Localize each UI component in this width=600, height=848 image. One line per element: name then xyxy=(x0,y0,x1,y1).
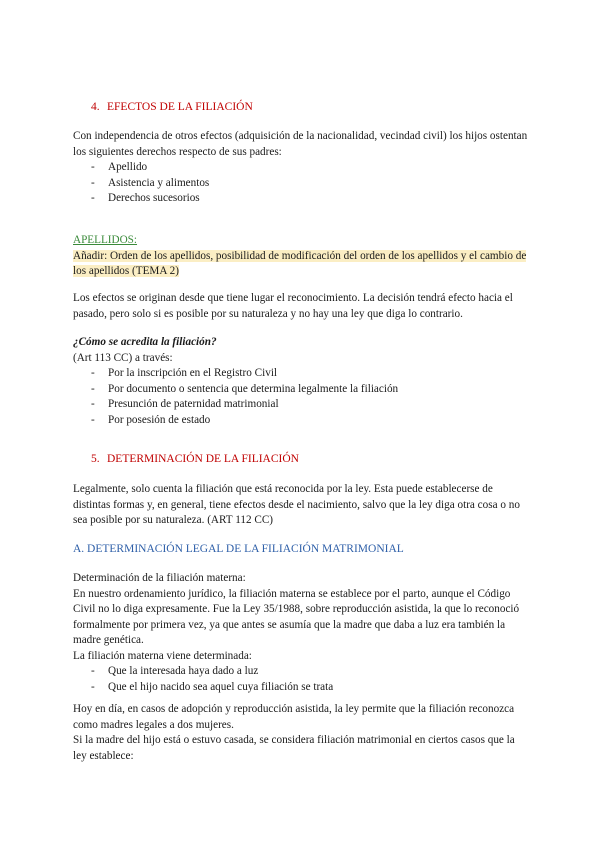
list-item: - Por posesión de estado xyxy=(73,413,531,429)
list-item: - Por documento o sentencia que determina legalmente la filiación xyxy=(73,382,531,398)
paragraph: Los efectos se originan desde que tiene lugar el reconocimiento. La decisión tendrá efecto hacia el pasado, pero solo si es posible por su naturaleza y no hay una ley que diga lo contrario. xyxy=(73,292,513,320)
viene-title: La filiación materna viene determinada: xyxy=(73,649,252,662)
list-item: - Apellido xyxy=(73,160,531,176)
materna-block xyxy=(73,571,531,695)
materna-text: En nuestro ordenamiento jurídico, la filiación materna se establece por el parto, aunque el Código Civil no lo diga expresamente. Fue la Ley 35/1988, sobre reproducción asistida, la que lo reconoció formalmente por primera vez, ya que antes se asumía que la madre que daba a luz era también la madre genética. xyxy=(73,587,520,646)
section-4-intro xyxy=(73,129,531,207)
intro-paragraph: Con independencia de otros efectos (adquisición de la nacionalidad, vecindad civil) los hijos ostentan los siguientes derechos respecto de sus padres: xyxy=(73,130,528,158)
list-item: - Que la interesada haya dado a luz xyxy=(73,664,531,680)
acredita-block xyxy=(73,335,531,428)
subsection-a-title: A. DETERMINACIÓN LEGAL DE LA FILIACIÓN MATRIMONIAL xyxy=(73,543,404,555)
section-5-number: 5. xyxy=(91,453,100,465)
paragraph: Legalmente, solo cuenta la filiación que está reconocida por la ley. Esta puede establecerse de distintas formas y, en general, tiene efectos desde el nacimiento, salvo que la ley diga otra cosa o no sea posible por su naturaleza. (ART 112 CC) xyxy=(73,483,520,526)
list-item: - Por la inscripción en el Registro Civil xyxy=(73,366,531,382)
rights-list xyxy=(73,160,531,207)
hoy-text: Hoy en día, en casos de adopción y reproducción asistida, la ley permite que la filiación reconozca como madres legales a dos mujeres. xyxy=(73,703,515,731)
section-4-title: EFECTOS DE LA FILIACIÓN xyxy=(107,101,253,113)
section-5-paragraph xyxy=(73,482,531,529)
list-item: - Que el hijo nacido sea aquel cuya filiación se trata xyxy=(73,680,531,696)
acredita-question: ¿Cómo se acredita la filiación? xyxy=(73,336,217,348)
apellidos-note: Añadir: Orden de los apellidos, posibilidad de modificación del orden de los apellidos y el cambio de los apellidos (TEMA 2) xyxy=(73,249,527,277)
subsection-a-heading xyxy=(73,542,531,558)
list-item: - Presunción de paternidad matrimonial xyxy=(73,397,531,413)
section-4-heading xyxy=(73,100,531,116)
list-item: - Derechos sucesorios xyxy=(73,191,531,207)
efectos-paragraph xyxy=(73,291,531,322)
section-5-heading xyxy=(73,452,531,468)
acredita-list xyxy=(73,366,531,428)
acredita-ref: (Art 113 CC) a través: xyxy=(73,351,173,364)
list-item: - Asistencia y alimentos xyxy=(73,176,531,192)
materna-title: Determinación de la filiación materna: xyxy=(73,572,246,584)
apellidos-block xyxy=(73,233,531,280)
casada-text: Si la madre del hijo está o estuvo casada, se considera filiación matrimonial en ciertos casos que la ley establece: xyxy=(73,734,515,762)
hoy-block xyxy=(73,702,531,764)
viene-list xyxy=(73,664,531,695)
apellidos-label: APELLIDOS: xyxy=(73,234,138,246)
section-5-title: DETERMINACIÓN DE LA FILIACIÓN xyxy=(107,453,299,465)
section-4-number: 4. xyxy=(91,101,100,113)
